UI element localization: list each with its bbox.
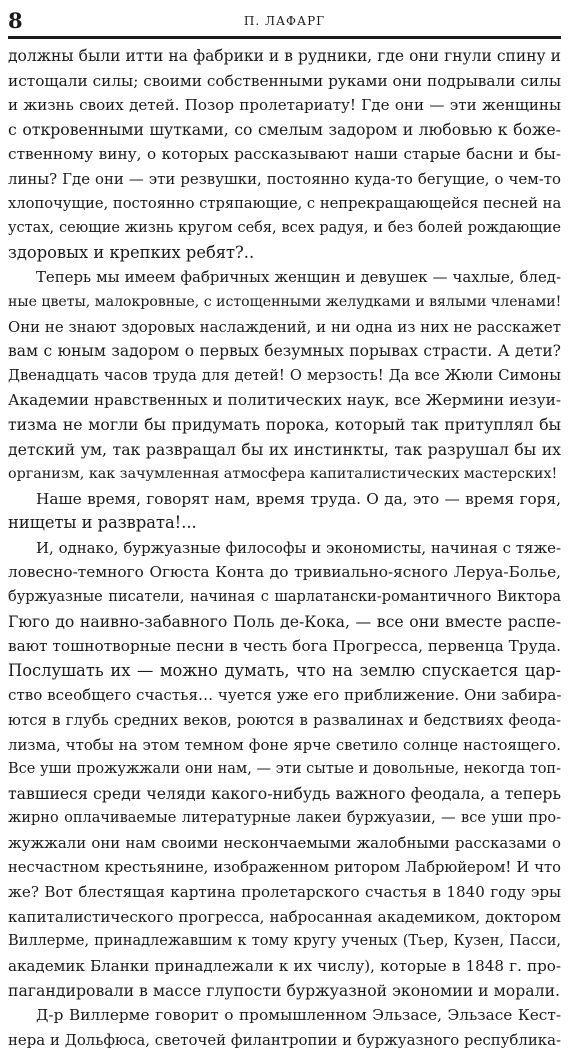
- text-line: устах, сеющие жизнь кругом себя, всех радуя, и без болей рождающие: [8, 220, 561, 237]
- running-head: П. ЛАФАРГ: [243, 14, 326, 28]
- text-line: Двенадцать часов труда для детей! О мерзость! Да все Жюли Симоны: [8, 366, 561, 384]
- text-line: ются в глубь средних веков, роются в развалинах и бедствиях феода-: [8, 711, 561, 730]
- text-line: лизма, чтобы на этом темном фоне ярче светило солнце настоящего.: [8, 735, 561, 754]
- text-line: капиталистического прогресса, набросанная академиком, доктором: [8, 907, 561, 926]
- text-line: ные цветы, малокровные, с истощенными желудками и вялыми членами!: [8, 293, 562, 310]
- text-line: нера и Дольфюса, светочей филантропии и буржуазного республика-: [8, 1030, 561, 1049]
- text-line: хлопочущие, постоянно стряпающие, с непрекращающейся песней на: [8, 194, 562, 212]
- text-line: с откровенными шутками, со смелым задором и любовью к боже-: [8, 119, 561, 139]
- text-line: буржуазные писатели, начиная с шарлатански-романтичного Виктора: [8, 589, 561, 606]
- text-line: несчастном крестьянине, изображенном ритором Лабрюйером! И что: [8, 858, 561, 876]
- text-line: жирно оплачиваемые литературные лакеи буржуазии, — все уши про-: [8, 810, 561, 827]
- text-line: Теперь мы имеем фабричных женщин и девушек — чахлые, блед-: [36, 268, 561, 287]
- text-line: тавшиеся среди челяди какого-нибудь важного феодала, а теперь: [8, 783, 561, 803]
- text-line: нищеты и разврата!...: [8, 513, 197, 533]
- text-line: И, однако, буржуазные философы и экономисты, начиная с тяже-: [36, 538, 561, 557]
- text-line: Академии нравственных и политических наук, все Жермини иезуи-: [8, 391, 561, 410]
- text-line: Они не знают здоровых наслаждений, и ни одна из них не расскажет: [8, 317, 561, 336]
- text-line: истощали силы; своими собственными руками они подрывали силы: [8, 71, 561, 90]
- text-line: детский ум, так развращал бы их инстинкты, так разрушал бы их: [8, 439, 561, 459]
- text-line: Д-р Виллерме говорит о промышленном Эльзасе, Эльзасе Кест-: [36, 1006, 561, 1025]
- page-header: [8, 6, 561, 39]
- text-line: же? Вот блестящая картина пролетарского счастья в 1840 году эры: [8, 883, 561, 902]
- text-line: академик Бланки принадлежали к их числу), которые в 1848 г. про-: [8, 956, 561, 975]
- text-line: вам с юным задором о первых безумных порывах страсти. А дети?: [8, 342, 561, 361]
- text-line: организм, как зачумленная атмосфера капиталистических мастерских!: [8, 466, 558, 483]
- text-line: Послушать их — можно думать, что на землю спускается цар-: [8, 660, 561, 680]
- text-line: Наше время, говорят нам, время труда. О да, это — время горя,: [36, 489, 561, 508]
- text-line: вают тошнотворные песни в честь бога Прогресса, первенца Труда.: [8, 637, 561, 656]
- text-line: ство всеобщего счастья… чуется уже его приближение. Они забира-: [8, 686, 562, 705]
- text-line: Виллерме, принадлежавшим к тому кругу ученых (Тьер, Кузен, Пасси,: [8, 933, 561, 950]
- text-line: Все уши прожужжали они нам, — эти сытые и довольные, некогда топ-: [8, 761, 561, 778]
- page-number: 8: [8, 8, 23, 33]
- text-line: здоровых и крепких ребят?..: [8, 242, 255, 262]
- text-line: и жизнь своих детей. Позор пролетариату! Где они — эти женщины: [8, 96, 561, 115]
- text-line: пагандировали в массе глупости буржуазной экономии и морали.: [8, 980, 561, 1000]
- text-line: жужжали они нам своими нескончаемыми жалобными рассказами о: [8, 834, 561, 852]
- text-line: тизма не могли бы придумать порока, который так притуплял бы: [8, 414, 561, 434]
- text-line: лины? Где они — эти резвушки, постоянно куда-то бегущие, о чем-то: [8, 169, 561, 188]
- text-line: ловесно-темного Огюста Конта до тривиально-ясного Леруа-Болье,: [8, 563, 561, 582]
- text-line: должны были итти на фабрики и в рудники, где они гнули спину и: [8, 47, 561, 65]
- body-text: [8, 44, 561, 1052]
- text-line: Гюго до наивно-забавного Поль де-Кока, — все они вместе распе-: [8, 611, 561, 631]
- text-line: ственному вину, о которых рассказывают наши старые басни и бы-: [8, 145, 561, 164]
